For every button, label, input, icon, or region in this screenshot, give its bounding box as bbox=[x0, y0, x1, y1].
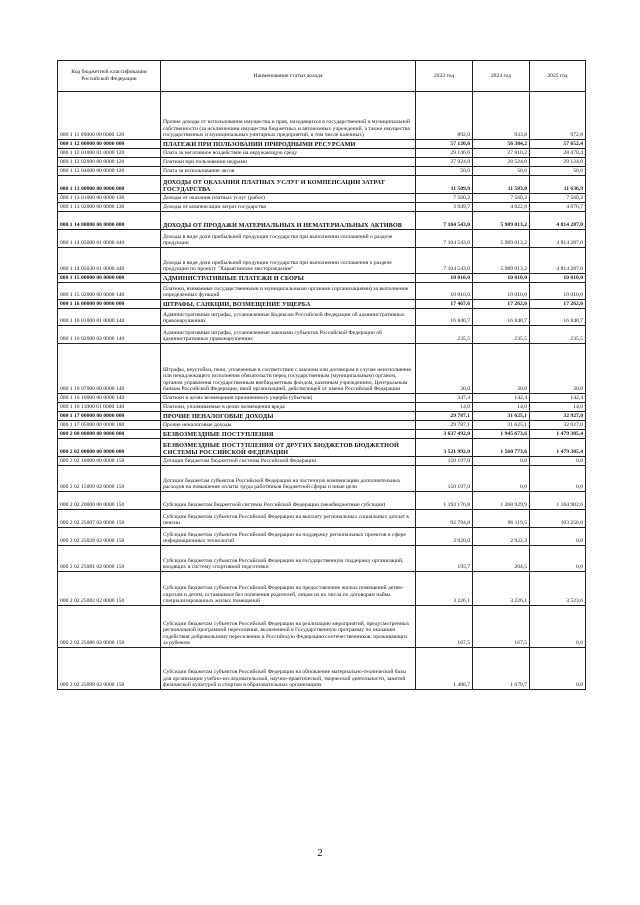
row-value-2025: 17 262,6 bbox=[530, 300, 586, 309]
row-value-2025: 57 652,4 bbox=[530, 140, 586, 149]
row-name: Плата за негативное воздействие на окружающую среду bbox=[161, 149, 416, 158]
section-row bbox=[58, 412, 586, 421]
row-value-2023: 16 840,7 bbox=[416, 309, 473, 326]
row-value-2025: 32 927,0 bbox=[530, 412, 586, 421]
row-code: 000 2 02 15009 02 0000 150 bbox=[58, 466, 161, 492]
row-value-2024: 1 560 773,6 bbox=[473, 439, 530, 457]
row-code: 000 1 16 07000 00 0000 140 bbox=[58, 344, 161, 394]
row-value-2025: 103 258,0 bbox=[530, 510, 586, 528]
row-value-2024: 5 989 013,2 bbox=[473, 248, 530, 274]
row-code: 000 1 11 09000 00 0000 120 bbox=[58, 92, 161, 140]
row-value-2024: 933,8 bbox=[473, 92, 530, 140]
row-name: Субсидии бюджетам бюджетной системы Российской Федерации (межбюджетные субсидии) bbox=[161, 492, 416, 510]
row-value-2023: 1 193 176,8 bbox=[416, 492, 473, 510]
row-code: 000 1 12 04000 00 0000 120 bbox=[58, 167, 161, 176]
row-value-2024: 5 989 013,2 bbox=[473, 212, 530, 230]
row-value-2024: 7 560,2 bbox=[473, 194, 530, 203]
row-value-2023: 29 787,1 bbox=[416, 412, 473, 421]
row-value-2023: 195,7 bbox=[416, 546, 473, 572]
table-row bbox=[58, 283, 586, 300]
row-name: БЕЗВОЗМЕЗДНЫЕ ПОСТУПЛЕНИЯ ОТ ДРУГИХ БЮДЖЕТОВ БЮДЖЕТНОЙ СИСТЕМЫ РОССИЙСКОЙ ФЕДЕРАЦИИ bbox=[161, 439, 416, 457]
table-row bbox=[58, 457, 586, 466]
table-row bbox=[58, 230, 586, 248]
row-name: Доходы от компенсации затрат государства bbox=[161, 203, 416, 212]
row-code: 000 1 14 05000 01 0000 440 bbox=[58, 230, 161, 248]
row-name: Плата за использование лесов bbox=[161, 167, 416, 176]
revenue-table bbox=[57, 60, 586, 690]
table-row bbox=[58, 546, 586, 572]
row-value-2023: 50,0 bbox=[416, 167, 473, 176]
table-row bbox=[58, 492, 586, 510]
row-value-2023: 167,5 bbox=[416, 606, 473, 648]
page-number: 2 bbox=[317, 847, 323, 859]
row-value-2024: 11 583,0 bbox=[473, 176, 530, 194]
table-row bbox=[58, 403, 586, 412]
row-value-2024: 5 989 013,2 bbox=[473, 230, 530, 248]
row-value-2024: 31 625,1 bbox=[473, 421, 530, 430]
section-row bbox=[58, 212, 586, 230]
row-value-2024: 1 268 929,9 bbox=[473, 492, 530, 510]
table-header-row bbox=[58, 61, 586, 92]
table-row bbox=[58, 149, 586, 158]
row-code: 000 1 12 02000 00 0000 120 bbox=[58, 158, 161, 167]
table-row bbox=[58, 248, 586, 274]
table-row bbox=[58, 158, 586, 167]
row-value-2025: 0,0 bbox=[530, 466, 586, 492]
row-code: 000 1 13 01000 00 0000 130 bbox=[58, 194, 161, 203]
row-value-2024: 28 524,0 bbox=[473, 158, 530, 167]
row-code: 000 2 00 00000 00 0000 000 bbox=[58, 430, 161, 439]
row-value-2024: 235,5 bbox=[473, 326, 530, 344]
row-value-2024: 31 625,1 bbox=[473, 412, 530, 421]
row-value-2024: 30,0 bbox=[473, 344, 530, 394]
row-code: 000 1 12 01000 01 0000 120 bbox=[58, 149, 161, 158]
row-value-2023: 150 197,0 bbox=[416, 466, 473, 492]
row-name: ДОХОДЫ ОТ ПРОДАЖИ МАТЕРИАЛЬНЫХ И НЕМАТЕРИАЛЬНЫХ АКТИВОВ bbox=[161, 212, 416, 230]
row-code: 000 2 02 20000 00 0000 150 bbox=[58, 492, 161, 510]
row-code: 000 1 16 01000 01 0000 140 bbox=[58, 309, 161, 326]
row-name: Субсидии бюджетам субъектов Российской Федерации на выплату региональных социальных доплат к пенсии bbox=[161, 510, 416, 528]
row-code: 000 1 16 11000 01 0000 140 bbox=[58, 403, 161, 412]
row-value-2023: 27 924,0 bbox=[416, 158, 473, 167]
row-value-2025: 32 927,0 bbox=[530, 421, 586, 430]
row-value-2023: 2 920,0 bbox=[416, 528, 473, 546]
row-name: Административные штрафы, установленные Кодексом Российской Федерации об административных правонарушениях bbox=[161, 309, 416, 326]
row-code: 000 2 02 10000 00 0000 150 bbox=[58, 457, 161, 466]
row-value-2025: 10 010,0 bbox=[530, 274, 586, 283]
row-value-2025: 29 124,0 bbox=[530, 158, 586, 167]
section-row bbox=[58, 430, 586, 439]
row-value-2023: 29 146,6 bbox=[416, 149, 473, 158]
row-value-2025: 0,0 bbox=[530, 606, 586, 648]
row-value-2025: 11 636,9 bbox=[530, 176, 586, 194]
row-name: ПРОЧИЕ НЕНАЛОГОВЫЕ ДОХОДЫ bbox=[161, 412, 416, 421]
row-value-2025: 30,0 bbox=[530, 344, 586, 394]
row-value-2025: 50,0 bbox=[530, 167, 586, 176]
row-value-2024: 0,0 bbox=[473, 466, 530, 492]
row-name: Доходы в виде доли прибыльной продукции государства при выполнении соглашения о разделе продукции по проекту "Харьягинское месторождение" bbox=[161, 248, 416, 274]
row-value-2025: 14,0 bbox=[530, 403, 586, 412]
row-code: 000 2 02 25028 02 0000 150 bbox=[58, 528, 161, 546]
row-name: Субсидии бюджетам субъектов Российской Федерации на поддержку региональных проектов в сфере информационных технологий bbox=[161, 528, 416, 546]
row-value-2023: 30,0 bbox=[416, 344, 473, 394]
row-value-2025: 7 560,2 bbox=[530, 194, 586, 203]
row-name: Прочие доходы от использования имущества и прав, находящихся в государственной и муниципальной собственности (за исключением имущества бюджетных и автономных учреждений, а также имущества государственных и муниципальных унитарных предприятий, в том числе казенных) bbox=[161, 92, 416, 140]
row-value-2024: 17 262,6 bbox=[473, 300, 530, 309]
table-row bbox=[58, 572, 586, 606]
row-value-2024: 1 679,7 bbox=[473, 648, 530, 690]
row-name: Дотации бюджетам субъектов Российской Федерации на частичную компенсацию дополнительных расходов на повышение оплаты труда работников бюджетной сферы и иные цели bbox=[161, 466, 416, 492]
row-name: Субсидии бюджетам субъектов Российской Федерации на обновление материально-технической базы для организации учебно-исследовательской, научно-практической, творческой деятельности, занятий физической культурой и спортом в образовательных организациях bbox=[161, 648, 416, 690]
row-value-2023: 11 509,9 bbox=[416, 176, 473, 194]
row-value-2025: 142,4 bbox=[530, 394, 586, 403]
row-value-2023: 892,0 bbox=[416, 92, 473, 140]
row-value-2024: 4 022,8 bbox=[473, 203, 530, 212]
row-code: 000 1 16 02000 02 0000 140 bbox=[58, 326, 161, 344]
table-row bbox=[58, 194, 586, 203]
section-row bbox=[58, 439, 586, 457]
row-value-2025: 4 814 287,0 bbox=[530, 230, 586, 248]
row-value-2023: 347,4 bbox=[416, 394, 473, 403]
row-value-2024: 96 119,5 bbox=[473, 510, 530, 528]
row-value-2024: 167,5 bbox=[473, 606, 530, 648]
table-row bbox=[58, 203, 586, 212]
row-name: Платежи, уплачиваемые в целях возмещения вреда bbox=[161, 403, 416, 412]
table-row bbox=[58, 528, 586, 546]
row-value-2025: 1 184 902,6 bbox=[530, 492, 586, 510]
row-code: 000 2 02 25081 02 0000 150 bbox=[58, 546, 161, 572]
row-value-2025: 4 814 287,0 bbox=[530, 212, 586, 230]
row-value-2025: 28 478,4 bbox=[530, 149, 586, 158]
row-value-2024: 16 840,7 bbox=[473, 309, 530, 326]
section-row bbox=[58, 274, 586, 283]
row-code: 000 1 14 00000 00 0000 000 bbox=[58, 212, 161, 230]
section-row bbox=[58, 140, 586, 149]
row-code: 000 1 16 00000 00 0000 000 bbox=[58, 300, 161, 309]
row-value-2023: 10 010,0 bbox=[416, 274, 473, 283]
row-name: ДОХОДЫ ОТ ОКАЗАНИЯ ПЛАТНЫХ УСЛУГ И КОМПЕНСАЦИИ ЗАТРАТ ГОСУДАРСТВА bbox=[161, 176, 416, 194]
row-code: 000 1 17 00000 00 0000 000 bbox=[58, 412, 161, 421]
row-code: 000 2 02 25086 02 0000 150 bbox=[58, 606, 161, 648]
row-name: Прочие неналоговые доходы bbox=[161, 421, 416, 430]
row-name: Субсидии бюджетам субъектов Российской Федерации на реализацию мероприятий, предусмотренных региональной программой переселения, включенной в Государственную программу по оказанию содействия добровольному переселению в Российскую Федерацию соотечественников, проживающих за рубежом bbox=[161, 606, 416, 648]
row-value-2024: 50,0 bbox=[473, 167, 530, 176]
row-code: 000 2 02 25007 02 0000 150 bbox=[58, 510, 161, 528]
header-2023: 2023 год bbox=[416, 61, 473, 92]
row-name: Дотации бюджетам бюджетной системы Российской Федерации bbox=[161, 457, 416, 466]
row-name: Административные штрафы, установленные законами субъектов Российской Федерации об административных правонарушениях bbox=[161, 326, 416, 344]
table-row bbox=[58, 510, 586, 528]
row-value-2025: 0,0 bbox=[530, 457, 586, 466]
table-row bbox=[58, 606, 586, 648]
row-name: Платежи, взимаемые государственными и муниципальными органами (организациями) за выполнение определенных функций bbox=[161, 283, 416, 300]
row-name: ПЛАТЕЖИ ПРИ ПОЛЬЗОВАНИИ ПРИРОДНЫМИ РЕСУРСАМИ bbox=[161, 140, 416, 149]
row-name: Штрафы, неустойки, пени, уплаченные в соответствии с законом или договором в случае неисполнения или ненадлежащего исполнения обязательств перед государственным (муниципальным) органом, органом управления государственным внебюджетным фондом, казенным учреждением, Центральным банком Российской Федерации, иной организацией, действующей от имени Российской Федерации bbox=[161, 344, 416, 394]
row-code: 000 1 13 02000 00 0000 130 bbox=[58, 203, 161, 212]
header-2025: 2025 год bbox=[530, 61, 586, 92]
row-value-2023: 14,0 bbox=[416, 403, 473, 412]
row-value-2023: 3 521 992,0 bbox=[416, 439, 473, 457]
row-value-2023: 7 104 543,0 bbox=[416, 248, 473, 274]
row-name: Доходы от оказания платных услуг (работ) bbox=[161, 194, 416, 203]
row-value-2023: 57 120,6 bbox=[416, 140, 473, 149]
row-value-2023: 29 787,1 bbox=[416, 421, 473, 430]
header-name: Наименование статьи дохода bbox=[161, 61, 416, 92]
row-code: 000 1 16 10000 00 0000 140 bbox=[58, 394, 161, 403]
row-name: Платежи в целях возмещения причиненного ущерба (убытков) bbox=[161, 394, 416, 403]
row-code: 000 1 15 00000 00 0000 000 bbox=[58, 274, 161, 283]
row-value-2023: 1 486,7 bbox=[416, 648, 473, 690]
row-value-2025: 4 814 287,0 bbox=[530, 248, 586, 274]
row-value-2023: 3 637 492,0 bbox=[416, 430, 473, 439]
row-name: Субсидии бюджетам субъектов Российской Федерации на предоставление жилых помещений детям-сиротам и детям, оставшимся без попечения родителей, лицам из их числа по договорам найма специализированных жилых помещений bbox=[161, 572, 416, 606]
row-value-2023: 7 104 543,0 bbox=[416, 212, 473, 230]
row-name: БЕЗВОЗМЕЗДНЫЕ ПОСТУПЛЕНИЯ bbox=[161, 430, 416, 439]
row-code: 000 2 02 25082 02 0000 150 bbox=[58, 572, 161, 606]
row-value-2025: 16 840,7 bbox=[530, 309, 586, 326]
row-value-2024: 14,0 bbox=[473, 403, 530, 412]
row-value-2025: 235,5 bbox=[530, 326, 586, 344]
row-value-2024: 204,5 bbox=[473, 546, 530, 572]
table-row bbox=[58, 466, 586, 492]
header-2024: 2024 год bbox=[473, 61, 530, 92]
row-name: Доходы в виде доли прибыльной продукции государства при выполнении соглашений о разделе продукции bbox=[161, 230, 416, 248]
row-name: Субсидии бюджетам субъектов Российской Федерации на государственную поддержку организаций, входящих в систему спортивной подготовки bbox=[161, 546, 416, 572]
row-code: 000 1 17 05000 00 0000 180 bbox=[58, 421, 161, 430]
table-row bbox=[58, 421, 586, 430]
row-value-2024: 0,0 bbox=[473, 457, 530, 466]
row-value-2025: 4 076,7 bbox=[530, 203, 586, 212]
row-code: 000 2 02 00000 00 0000 000 bbox=[58, 439, 161, 457]
row-value-2023: 3 226,1 bbox=[416, 572, 473, 606]
row-value-2023: 235,5 bbox=[416, 326, 473, 344]
row-value-2023: 150 197,0 bbox=[416, 457, 473, 466]
table-row bbox=[58, 167, 586, 176]
row-code: 000 2 02 25098 02 0000 150 bbox=[58, 648, 161, 690]
row-value-2023: 17 467,6 bbox=[416, 300, 473, 309]
row-value-2023: 7 104 543,0 bbox=[416, 230, 473, 248]
row-code: 000 1 13 00000 00 0000 000 bbox=[58, 176, 161, 194]
row-code: 000 1 15 02000 00 0000 140 bbox=[58, 283, 161, 300]
header-code: Код бюджетной классификации Российской Федерации bbox=[58, 61, 161, 92]
row-name: ШТРАФЫ, САНКЦИИ, ВОЗМЕЩЕНИЕ УЩЕРБА bbox=[161, 300, 416, 309]
table-row bbox=[58, 648, 586, 690]
row-value-2025: 0,0 bbox=[530, 546, 586, 572]
row-value-2024: 1 945 673,6 bbox=[473, 430, 530, 439]
table-row bbox=[58, 326, 586, 344]
table-row bbox=[58, 344, 586, 394]
row-value-2023: 7 560,2 bbox=[416, 194, 473, 203]
row-code: 000 1 12 00000 00 0000 000 bbox=[58, 140, 161, 149]
row-value-2023: 10 010,0 bbox=[416, 283, 473, 300]
table-body bbox=[58, 92, 586, 690]
row-value-2024: 10 010,0 bbox=[473, 274, 530, 283]
row-value-2025: 1 479 305,4 bbox=[530, 439, 586, 457]
row-value-2025: 0,0 bbox=[530, 648, 586, 690]
table-row bbox=[58, 309, 586, 326]
table-row bbox=[58, 92, 586, 140]
row-name: Платежи при пользовании недрами bbox=[161, 158, 416, 167]
row-code: 000 1 14 05030 01 0000 440 bbox=[58, 248, 161, 274]
row-value-2025: 3 523,6 bbox=[530, 572, 586, 606]
row-value-2025: 10 010,0 bbox=[530, 283, 586, 300]
table-row bbox=[58, 394, 586, 403]
row-value-2024: 3 226,1 bbox=[473, 572, 530, 606]
row-value-2024: 10 010,0 bbox=[473, 283, 530, 300]
row-value-2024: 142,4 bbox=[473, 394, 530, 403]
section-row bbox=[58, 176, 586, 194]
row-value-2025: 972,8 bbox=[530, 92, 586, 140]
row-value-2025: 0,0 bbox=[530, 528, 586, 546]
row-value-2024: 56 384,2 bbox=[473, 140, 530, 149]
row-name: АДМИНИСТРАТИВНЫЕ ПЛАТЕЖИ И СБОРЫ bbox=[161, 274, 416, 283]
row-value-2024: 2 922,3 bbox=[473, 528, 530, 546]
row-value-2023: 3 949,7 bbox=[416, 203, 473, 212]
section-row bbox=[58, 300, 586, 309]
row-value-2024: 27 810,2 bbox=[473, 149, 530, 158]
row-value-2025: 1 479 305,4 bbox=[530, 430, 586, 439]
row-value-2023: 92 794,8 bbox=[416, 510, 473, 528]
